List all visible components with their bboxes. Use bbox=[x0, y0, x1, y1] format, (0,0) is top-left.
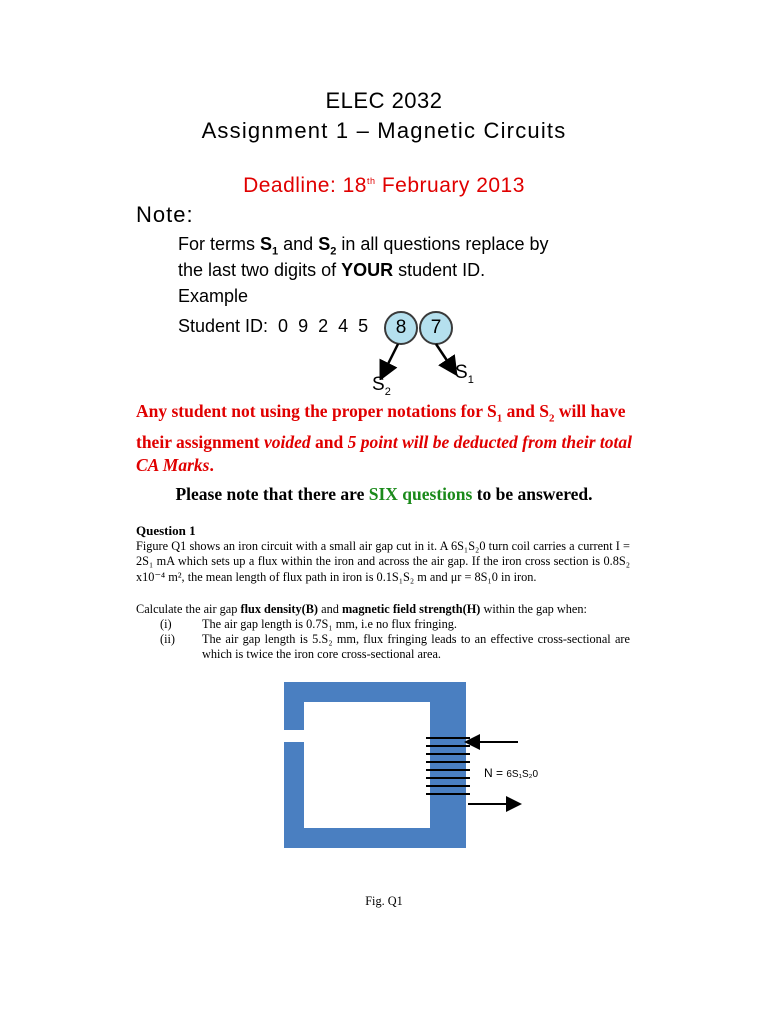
warn-d: and bbox=[310, 431, 348, 452]
calc-field-strength: magnetic field strength(H) bbox=[341, 602, 481, 616]
s2-sub: 2 bbox=[330, 245, 337, 258]
question-1-calc bbox=[136, 602, 630, 617]
inst1-b: in all questions replace by bbox=[336, 234, 549, 254]
question-1-title: Question 1 bbox=[136, 523, 196, 538]
s2-example-letter: S bbox=[372, 374, 385, 395]
warn-points: 5 point will be deducted from their total CA Marks bbox=[136, 431, 633, 475]
item-2-number: (ii) bbox=[160, 632, 176, 646]
warning-text bbox=[136, 400, 636, 477]
six-highlight: SIX questions bbox=[368, 484, 473, 504]
s1-term bbox=[260, 234, 279, 258]
arrow-to-s2 bbox=[384, 344, 398, 372]
s1-example-label bbox=[455, 362, 474, 386]
deadline-prefix: Deadline: 18 bbox=[243, 174, 367, 197]
s1-example-letter: S bbox=[455, 362, 468, 383]
warn-voided: voided bbox=[264, 431, 311, 452]
instruction-line-2 bbox=[178, 260, 485, 281]
instruction-line-1 bbox=[178, 234, 548, 258]
warn-sub2: 2 bbox=[548, 412, 555, 425]
calc-a: Calculate the air gap bbox=[136, 602, 241, 616]
s2-example-label bbox=[372, 374, 391, 398]
calc-c: and bbox=[318, 602, 342, 616]
deadline bbox=[0, 174, 768, 198]
inst2-a: the last two digits of bbox=[178, 260, 342, 280]
digit-circle-8: 8 bbox=[384, 311, 418, 345]
figure-caption: Fig. Q1 bbox=[365, 894, 403, 908]
core-right bbox=[430, 682, 466, 848]
iron-circuit-figure bbox=[280, 680, 530, 850]
warn-b: and S bbox=[502, 401, 549, 421]
inst2-b: student ID. bbox=[393, 260, 486, 280]
iron-core bbox=[284, 682, 466, 848]
question-1-body: Figure Q1 shows an iron circuit with a small air gap cut in it. A 6S₁S₂0 turn coil carries a current I = 2S₁ mA which sets up a flux within the iron and across the air gap. If the iron cross section is 0.8S₂ x10⁻⁴ m², the mean length of flux path in iron is 0.1S₁S₂ m and μr = 8S₁0 in iron. bbox=[136, 539, 630, 584]
deadline-sup: th bbox=[366, 176, 376, 186]
note-heading: Note: bbox=[136, 202, 194, 227]
turns-value: 6S₁S₂0 bbox=[506, 769, 539, 780]
inst1-a: For terms bbox=[178, 234, 261, 254]
six-questions-note bbox=[0, 484, 768, 505]
inst1-and: and bbox=[278, 234, 319, 254]
six-a: Please note that there are bbox=[175, 484, 369, 504]
item-1-text: The air gap length is 0.7S₁ mm, i.e no flux fringing. bbox=[202, 617, 457, 631]
calc-e: within the gap when: bbox=[480, 602, 587, 616]
arrow-to-s1 bbox=[436, 344, 452, 368]
warn-c: will have their assignment bbox=[136, 401, 626, 452]
core-left-upper bbox=[284, 682, 304, 730]
s2-letter: S bbox=[318, 234, 331, 254]
deadline-suffix: February 2013 bbox=[375, 174, 525, 197]
calc-flux-density: flux density(B) bbox=[240, 602, 319, 616]
warn-sub1: 1 bbox=[496, 412, 503, 425]
digit-circle-7: 7 bbox=[419, 311, 453, 345]
six-b: to be answered. bbox=[472, 484, 593, 504]
turns-prefix: N = bbox=[484, 766, 507, 780]
s2-example-sub: 2 bbox=[384, 385, 391, 398]
s2-term bbox=[318, 234, 337, 258]
item-2-text: The air gap length is 5.S₂ mm, flux fringing leads to an effective cross-sectional are which is twice the iron core cross-sectional area. bbox=[202, 632, 630, 662]
your-emphasis: YOUR bbox=[341, 260, 394, 280]
s1-letter: S bbox=[260, 234, 273, 254]
warn-e: . bbox=[209, 454, 214, 475]
turns-label bbox=[484, 766, 538, 780]
item-1-number: (i) bbox=[160, 617, 172, 631]
assignment-title: Assignment 1 – Magnetic Circuits bbox=[201, 118, 567, 143]
student-id-label: Student ID: 0 9 2 4 5 bbox=[178, 316, 369, 336]
s1-example-sub: 1 bbox=[467, 373, 474, 386]
course-code: ELEC 2032 bbox=[325, 88, 443, 113]
warn-a: Any student not using the proper notations for S bbox=[136, 401, 497, 421]
instruction-example: Example bbox=[178, 286, 249, 306]
s1-sub: 1 bbox=[272, 245, 279, 258]
